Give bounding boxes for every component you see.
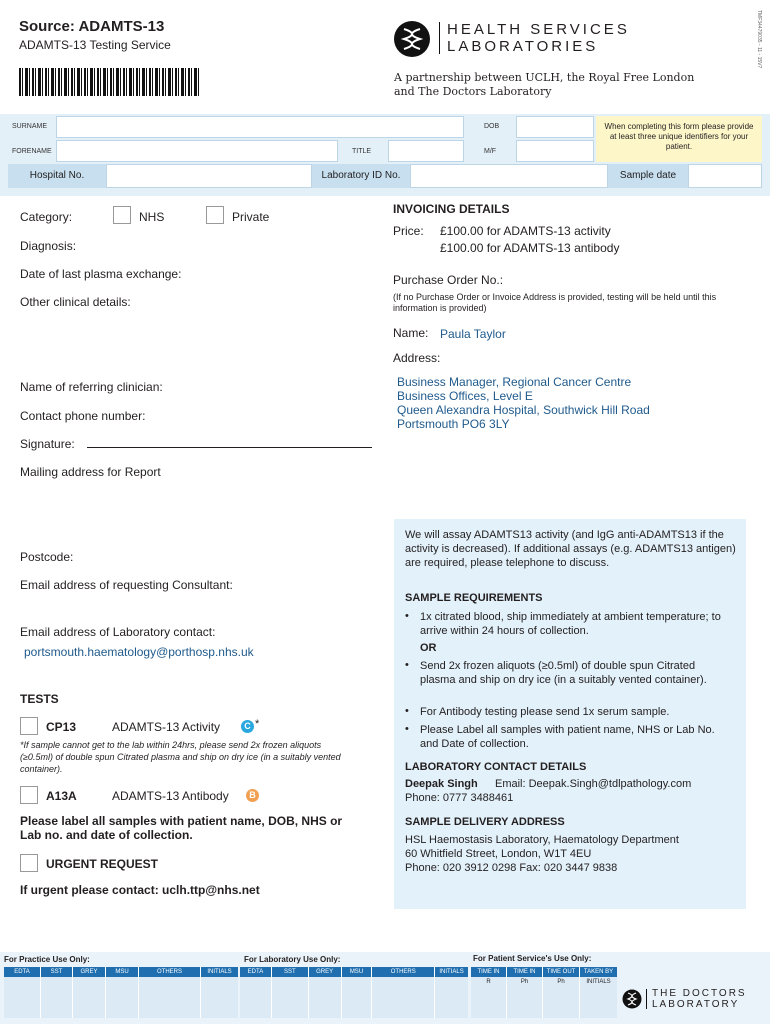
address-label: Address: <box>393 351 441 365</box>
footer-cell[interactable] <box>4 977 40 1018</box>
bullet-icon: • <box>405 610 409 622</box>
brand-line2: LABORATORIES <box>447 38 599 55</box>
category-label: Category: <box>20 210 73 224</box>
dob-field[interactable] <box>516 116 594 138</box>
footer-cell[interactable] <box>240 977 271 1018</box>
urgent-contact: If urgent please contact: uclh.ttp@nhs.net <box>20 883 260 897</box>
tdl-logo-icon <box>622 989 642 1009</box>
patient-service-grid <box>471 967 617 1018</box>
title-field[interactable] <box>388 140 464 162</box>
bullet-icon: • <box>405 659 409 671</box>
dob-label: DOB <box>484 123 500 130</box>
footer-cell[interactable] <box>435 977 468 1018</box>
address-line: Business Manager, Regional Cancer Centre <box>397 375 632 389</box>
title-label: TITLE <box>352 148 372 155</box>
tdl-line2: LABORATORY <box>652 999 740 1010</box>
req-item: Please Label all samples with patient name, NHS or Lab No. and Date of collection. <box>420 724 715 750</box>
label-instruction: Please label all samples with patient name, DOB, NHS or Lab no. and date of collection. <box>20 814 343 842</box>
partnership-text: A partnership between UCLH, the Royal Free London and The Doctors Laboratory <box>394 71 695 98</box>
cp13-checkbox[interactable] <box>20 717 38 735</box>
lab-grid <box>240 967 468 1018</box>
or-text: OR <box>420 642 437 654</box>
footer-col-sub: INITIALS <box>580 977 617 987</box>
nhs-label: NHS <box>139 210 165 224</box>
delivery-line: HSL Haemostasis Laboratory, Haematology Department <box>405 834 679 846</box>
footer-col-header: EDTA <box>240 967 271 977</box>
footer-col-header: TIME IN <box>507 967 542 977</box>
plasma-exchange-label: Date of last plasma exchange: <box>20 267 182 281</box>
footer-col-header: GREY <box>73 967 105 977</box>
signature-line[interactable] <box>87 447 372 448</box>
private-label: Private <box>232 210 270 224</box>
consultant-email-label: Email address of requesting Consultant: <box>20 578 233 592</box>
hospital-no-field[interactable] <box>106 164 312 188</box>
a13a-name: ADAMTS-13 Antibody <box>112 789 229 803</box>
lab-contact-name: Deepak Singh <box>405 778 478 790</box>
nhs-checkbox[interactable] <box>113 206 131 224</box>
postcode-label: Postcode: <box>20 550 74 564</box>
footer-col-header: INITIALS <box>435 967 468 977</box>
patient-service-label: For Patient Service's Use Only: <box>473 954 592 963</box>
lab-contact-email: Email: Deepak.Singh@tdlpathology.com <box>495 778 692 790</box>
footer-cell[interactable] <box>41 977 72 1018</box>
invoicing-heading: INVOICING DETAILS <box>393 202 510 216</box>
contact-phone-label: Contact phone number: <box>20 409 146 423</box>
form-code: TMF34479035 - 11 - 15V7 <box>756 10 762 69</box>
footer-cell[interactable] <box>309 977 341 1018</box>
footer-col-header: SST <box>41 967 72 977</box>
sample-req-heading: SAMPLE REQUIREMENTS <box>405 592 543 604</box>
bullet-icon: • <box>405 705 409 717</box>
lab-use-label: For Laboratory Use Only: <box>244 955 341 964</box>
footer-col-header: SST <box>272 967 308 977</box>
referring-clinician-label: Name of referring clinician: <box>20 380 163 394</box>
source-title: Source: ADAMTS-13 <box>19 18 165 35</box>
brand-line1: HEALTH SERVICES <box>447 21 630 38</box>
address-line: Queen Alexandra Hospital, Southwick Hill Road <box>397 403 650 417</box>
footer-col-header: TIME IN <box>471 967 506 977</box>
price-activity: £100.00 for ADAMTS-13 activity <box>440 224 611 238</box>
delivery-line: 60 Whitfield Street, London, W1T 4EU <box>405 848 592 860</box>
cp13-note: *If sample cannot get to the lab within 24hrs, please send 2x frozen aliquots (≥0.5ml) of double spun Citrated plasma and ship on dry ice (in a suitably vented container). <box>20 740 341 774</box>
footer-col-header: OTHERS <box>372 967 434 977</box>
mf-field[interactable] <box>516 140 594 162</box>
footer-cell[interactable] <box>342 977 372 1018</box>
mf-label: M/F <box>484 148 497 155</box>
signature-label: Signature: <box>20 437 75 451</box>
lab-contact-heading: LABORATORY CONTACT DETAILS <box>405 761 587 773</box>
address-line: Business Offices, Level E <box>397 389 533 403</box>
diagnosis-label: Diagnosis: <box>20 239 77 253</box>
identifier-note: When completing this form please provide at least three unique identifiers for your patient. <box>596 116 762 162</box>
a13a-code: A13A <box>46 789 77 803</box>
footer-cell[interactable] <box>201 977 238 1018</box>
forename-label: FORENAME <box>12 148 52 155</box>
footer-col-sub: Ph <box>543 977 579 987</box>
mailing-address-label: Mailing address for Report <box>20 465 161 479</box>
tests-heading: TESTS <box>20 692 59 706</box>
footer-col-header: EDTA <box>4 967 40 977</box>
service-name: ADAMTS-13 Testing Service <box>19 38 171 52</box>
footer-col-sub: R <box>471 977 506 987</box>
other-details-label: Other clinical details: <box>20 295 131 309</box>
lab-contact-phone: Phone: 0777 3488461 <box>405 792 514 804</box>
address-block <box>397 375 650 431</box>
po-label: Purchase Order No.: <box>393 273 504 287</box>
price-label: Price: <box>393 224 424 238</box>
lab-email-label: Email address of Laboratory contact: <box>20 625 216 639</box>
forename-field[interactable] <box>56 140 338 162</box>
name-label: Name: <box>393 326 429 340</box>
footer-col-header: TIME OUT <box>543 967 579 977</box>
hsl-logo-icon <box>393 20 431 58</box>
lab-email-value: portsmouth.haematology@porthosp.nhs.uk <box>24 645 254 659</box>
bullet-icon: • <box>405 723 409 735</box>
laboratory-id-field[interactable] <box>410 164 608 188</box>
sample-date-field[interactable] <box>688 164 762 188</box>
req-item: For Antibody testing please send 1x serum sample. <box>420 706 670 718</box>
footer-cell[interactable] <box>272 977 308 1018</box>
req-item: 1x citrated blood, ship immediately at ambient temperature; to arrive within 24 hours of collection. <box>420 611 721 637</box>
footer-cell[interactable] <box>139 977 200 1018</box>
sample-date-label: Sample date <box>608 164 688 188</box>
barcode <box>19 68 201 96</box>
cp13-badge-icon: C <box>241 720 254 733</box>
a13a-checkbox[interactable] <box>20 786 38 804</box>
footer-cell[interactable] <box>471 987 506 1018</box>
delivery-line: Phone: 020 3912 0298 Fax: 020 3447 9838 <box>405 862 618 874</box>
footer-cell[interactable] <box>580 987 617 1018</box>
info-intro: We will assay ADAMTS13 activity (and IgG anti-ADAMTS13 if the activity is decreased). If additional assays (e.g. ADAMTS13 antigen) are required, please telephone to discuss. <box>405 529 736 569</box>
po-note: (If no Purchase Order or Invoice Address is provided, testing will be held until this information is provided) <box>393 292 717 313</box>
private-checkbox[interactable] <box>206 206 224 224</box>
footer-cell[interactable] <box>73 977 105 1018</box>
price-antibody: £100.00 for ADAMTS-13 antibody <box>440 241 620 255</box>
cp13-star: * <box>255 718 260 730</box>
cp13-code: CP13 <box>46 720 77 734</box>
footer-col-header: INITIALS <box>201 967 238 977</box>
req-item: Send 2x frozen aliquots (≥0.5ml) of double spun Citrated plasma and ship on dry ice (in a suitably vented container). <box>420 660 707 686</box>
urgent-checkbox[interactable] <box>20 854 38 872</box>
practice-grid <box>4 967 238 1018</box>
a13a-badge-icon: B <box>246 789 259 802</box>
hospital-no-label: Hospital No. <box>8 164 106 188</box>
footer-cell[interactable] <box>372 977 434 1018</box>
footer-col-header: TAKEN BY <box>580 967 617 977</box>
cp13-name: ADAMTS-13 Activity <box>112 720 221 734</box>
footer-cell[interactable] <box>106 977 138 1018</box>
footer-col-sub: Ph <box>507 977 542 987</box>
laboratory-id-label: Laboratory ID No. <box>312 164 410 188</box>
footer-cell[interactable] <box>507 987 542 1018</box>
name-value: Paula Taylor <box>440 327 506 341</box>
address-line: Portsmouth PO6 3LY <box>397 417 510 431</box>
urgent-label: URGENT REQUEST <box>46 857 159 871</box>
delivery-heading: SAMPLE DELIVERY ADDRESS <box>405 816 565 828</box>
footer-cell[interactable] <box>543 987 579 1018</box>
tdl-line1: THE DOCTORS <box>652 988 747 999</box>
practice-use-label: For Practice Use Only: <box>4 955 90 964</box>
footer-col-header: MSU <box>342 967 372 977</box>
footer-col-header: OTHERS <box>139 967 200 977</box>
footer-col-header: MSU <box>106 967 138 977</box>
surname-label: SURNAME <box>12 123 48 130</box>
surname-field[interactable] <box>56 116 464 138</box>
footer-col-header: GREY <box>309 967 341 977</box>
